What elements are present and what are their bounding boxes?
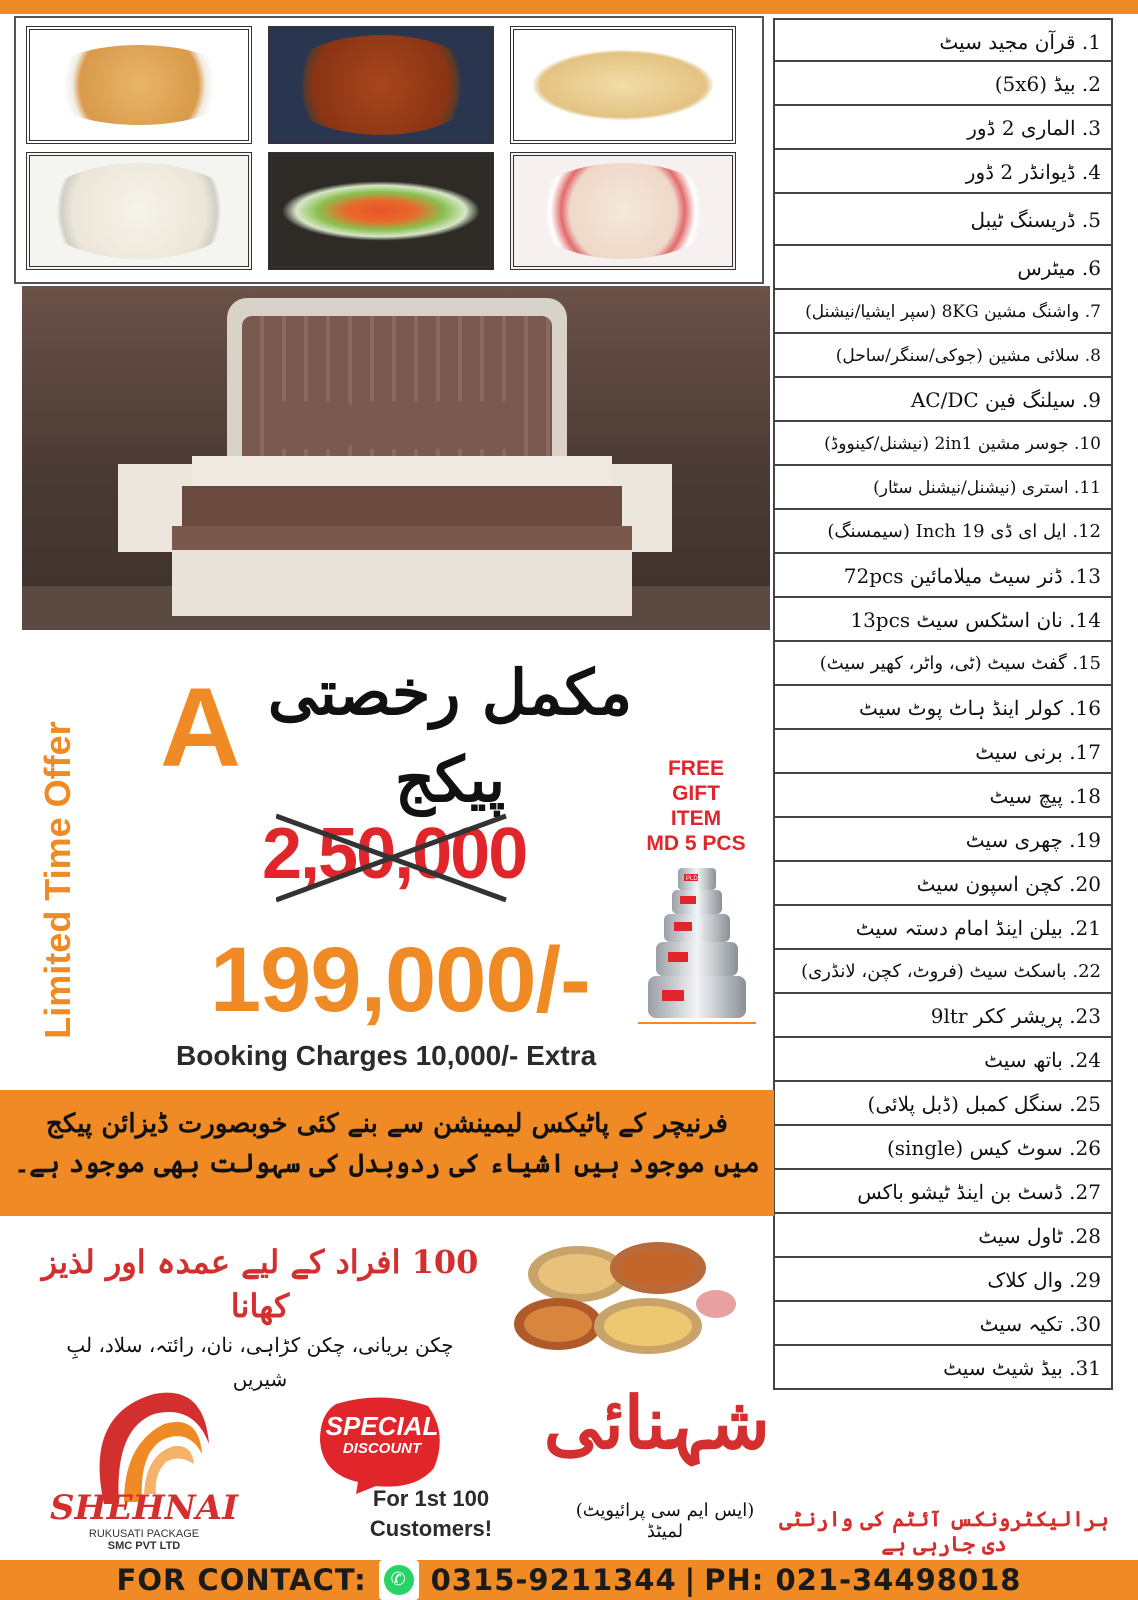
pot-brand: PLD [686, 876, 698, 882]
list-item: 2. بیڈ (5x6) [773, 62, 1113, 106]
list-item: 12. ایل ای ڈی 19 Inch (سیمسنگ) [773, 510, 1113, 554]
naan-image [510, 26, 736, 144]
list-item: 24. باتھ سیٹ [773, 1038, 1113, 1082]
food-platter-image [508, 1234, 738, 1358]
list-item: 11. استری (نیشنل/نیشنل سٹار) [773, 466, 1113, 510]
list-item: 18. پیچ سیٹ [773, 774, 1113, 818]
list-item: 22. باسکٹ سیٹ (فروٹ، کچن، لانڈری) [773, 950, 1113, 994]
list-item: 8. سلائی مشین (جوکی/سنگر/ساحل) [773, 334, 1113, 378]
list-item: 20. کچن اسپون سیٹ [773, 862, 1113, 906]
list-item: 21. بیلن اینڈ امام دستہ سیٹ [773, 906, 1113, 950]
list-item: 26. سوٹ کیس (single) [773, 1126, 1113, 1170]
gift-line: GIFT [672, 782, 720, 805]
list-item: 14. نان اسٹکس سیٹ 13pcs [773, 598, 1113, 642]
list-item: 3. الماری 2 ڈور [773, 106, 1113, 150]
salad-image [268, 152, 494, 270]
logo-name: SHEHNAI [49, 1488, 239, 1528]
booking-charges: Booking Charges 10,000/- Extra [176, 1040, 597, 1071]
raita-image [26, 152, 252, 270]
shehnai-logo [44, 1384, 244, 1554]
gift-line: FREE [667, 757, 724, 780]
list-item: 5. ڈریسنگ ٹیبل [773, 194, 1113, 246]
banner-line: فرنیچر کے پاٹیکس لیمینشن سے بنے کئی خوبصورت ڈیزائن پیکج [46, 1109, 728, 1139]
list-item: 4. ڈیوانڈر 2 ڈور [773, 150, 1113, 194]
cookware-pots-image [640, 866, 754, 1022]
logo-company: SMC PVT LTD [107, 1540, 181, 1552]
brand-urdu-subtitle: (ایس ایم سی پرائیویٹ) لمیٹڈ [575, 1500, 755, 1542]
package-items-list [773, 18, 1113, 1390]
contact-label: FOR CONTACT: [116, 1563, 367, 1597]
special-line: SPECIAL [325, 1411, 439, 1441]
list-item: 23. پریشر ککر 9ltr [773, 994, 1113, 1038]
list-item: 31. بیڈ شیٹ سیٹ [773, 1346, 1113, 1390]
mobile-number[interactable]: 0315-9211344 [430, 1563, 677, 1597]
note-line: Customers! [369, 1516, 493, 1541]
brand-urdu-name: شہنائی [543, 1380, 770, 1465]
gift-divider [638, 1022, 756, 1024]
new-price: 199,000/- [210, 929, 590, 1031]
free-gift-label [632, 756, 760, 856]
food-offer-menu: چکن بریانی، چکن کڑاہی، نان، رائتہ، سلاد، لبِ شیریں [66, 1333, 454, 1391]
kheer-image [510, 152, 736, 270]
logo-subtitle: RUKUSATI PACKAGE [88, 1528, 200, 1540]
limited-offer-label [37, 700, 78, 1060]
list-item: 6. میٹرس [773, 246, 1113, 290]
biryani-image [26, 26, 252, 144]
list-item: 27. ڈسٹ بن اینڈ ٹیشو باکس [773, 1170, 1113, 1214]
food-offer [40, 1240, 480, 1396]
food-offer-title: 100 افراد کے لیے عمدہ اور لذیز کھانا [41, 1243, 479, 1325]
bed-photo [22, 286, 770, 630]
furniture-info-banner [0, 1090, 774, 1216]
list-item: 29. وال کلاک [773, 1258, 1113, 1302]
karahi-image [268, 26, 494, 144]
food-photo-grid [14, 16, 764, 284]
top-accent-bar [0, 0, 1138, 14]
contact-separator: | [684, 1563, 697, 1597]
list-item: 10. جوسر مشین 2in1 (نیشنل/کینووڈ) [773, 422, 1113, 466]
list-item: 28. ٹاول سیٹ [773, 1214, 1113, 1258]
list-item: 25. سنگل کمبل (ڈبل پلائی) [773, 1082, 1113, 1126]
list-item: 7. واشنگ مشین 8KG (سپر ایشیا/نیشنل) [773, 290, 1113, 334]
gift-line: ITEM [670, 807, 722, 830]
note-line: For 1st 100 [372, 1486, 490, 1511]
special-discount-text [322, 1412, 442, 1458]
phone-number[interactable]: PH: 021-34498018 [704, 1563, 1022, 1597]
warranty-note: ہرالیکٹرونکس آئٹم کی وارنٹی دی جارہی ہے [779, 1506, 1109, 1556]
package-title: مکمل رخصتی پیکج [267, 656, 633, 816]
package-letter: A [160, 665, 241, 790]
list-item: 13. ڈنر سیٹ میلامائین 72pcs [773, 554, 1113, 598]
list-item: 9. سیلنگ فین AC/DC [773, 378, 1113, 422]
strike-through-mark [276, 808, 516, 908]
gift-line: MD 5 PCS [646, 832, 746, 855]
whatsapp-icon: ✆ [379, 1560, 419, 1600]
list-item: 30. تکیہ سیٹ [773, 1302, 1113, 1346]
list-item: 1. قرآن مجید سیٹ [773, 18, 1113, 62]
contact-bar [0, 1560, 1138, 1600]
list-item: 17. برنی سیٹ [773, 730, 1113, 774]
banner-line: میں موجود ہیں اشیاء کی ردوبدل کی سہولت بھی موجود ہے۔ [14, 1149, 760, 1179]
list-item: 16. کولر اینڈ ہاٹ پوٹ سیٹ [773, 686, 1113, 730]
first-customers-note [356, 1484, 506, 1544]
list-item: 19. چھری سیٹ [773, 818, 1113, 862]
old-price: 2,50,000 [262, 814, 527, 894]
limited-offer-text: Limited Time Offer [37, 721, 78, 1039]
list-item: 15. گفٹ سیٹ (ٹی، واٹر، کھیر سیٹ) [773, 642, 1113, 686]
discount-line: DISCOUNT [342, 1440, 422, 1457]
